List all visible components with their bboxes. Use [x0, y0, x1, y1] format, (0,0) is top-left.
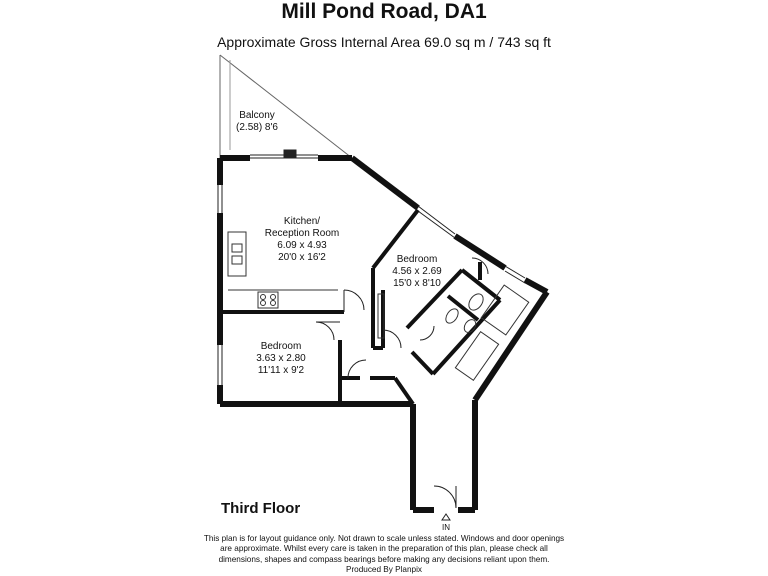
balcony-outline — [220, 55, 352, 158]
disclaimer-line: This plan is for layout guidance only. Not drawn to scale unless stated. Windows and door openings — [203, 534, 565, 543]
disclaimer-line: dimensions, shapes and compass bearings before making any decisions reliant upon them. — [218, 554, 550, 564]
kitchen-metric: 6.09 x 4.93 — [277, 240, 327, 251]
bedroom1-metric: 4.56 x 2.69 — [392, 266, 442, 277]
kitchen-imperial: 20'0 x 16'2 — [278, 252, 326, 263]
area-summary: Approximate Gross Internal Area 69.0 sq m / 743 sq ft — [217, 34, 551, 50]
kitchen-name-1: Kitchen/ — [283, 216, 321, 227]
balcony-dims: (2.58) 8'6 — [236, 122, 278, 133]
entrance-label: IN — [442, 523, 450, 532]
bedroom1-imperial: 15'0 x 8'10 — [393, 278, 441, 289]
bedroom2-imperial: 11'11 x 9'2 — [257, 365, 305, 376]
disclaimer-line: are approximate. Whilst every care is taken in the preparation of this plan, please check all — [220, 544, 548, 554]
kitchen-name-2: Reception Room — [264, 228, 340, 239]
entrance-arrow-icon — [442, 514, 450, 520]
balcony-window — [250, 150, 318, 158]
bedroom2-metric: 3.63 x 2.80 — [256, 353, 306, 364]
balcony-name: Balcony — [239, 110, 275, 121]
bedroom1-name: Bedroom — [396, 254, 438, 265]
producer-credit: Produced By Planpix — [345, 565, 422, 575]
bedroom2-name: Bedroom — [260, 341, 302, 352]
floor-label: Third Floor — [221, 500, 301, 517]
plan-title: Mill Pond Road, DA1 — [281, 0, 487, 23]
disclaimer — [170, 534, 598, 576]
